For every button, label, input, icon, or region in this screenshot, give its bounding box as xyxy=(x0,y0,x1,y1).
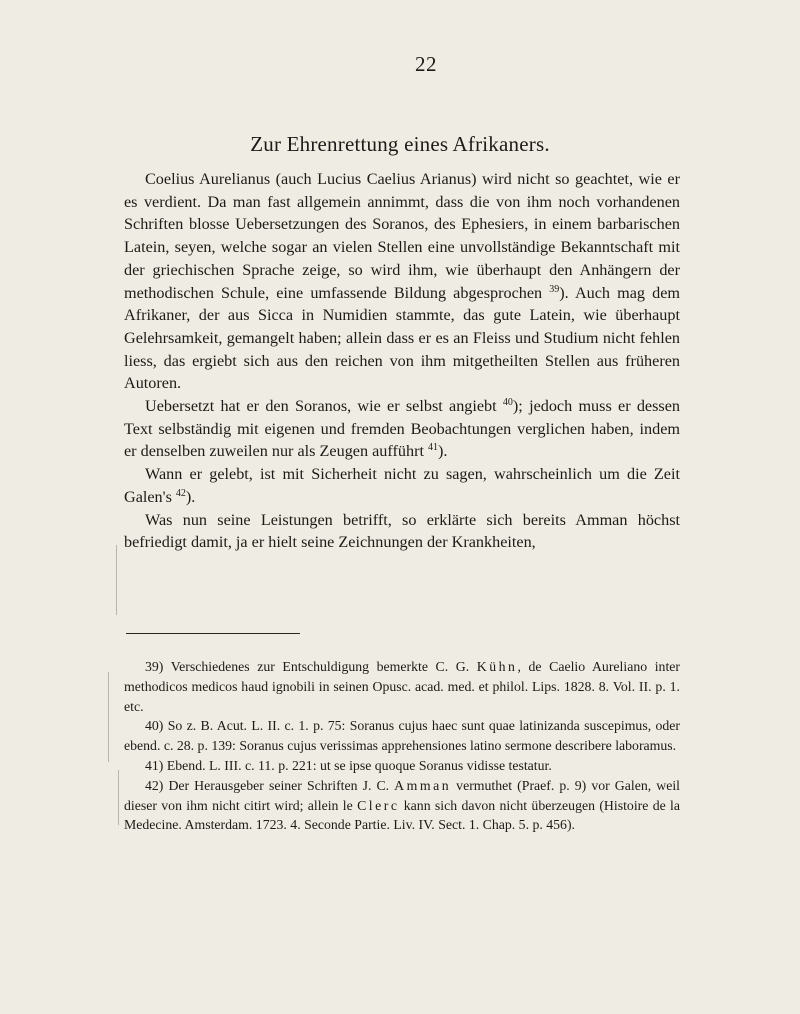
footnote-39-text: 39) Verschiedenes zur Entschuldigung bemerkte C. G. xyxy=(145,659,477,674)
paragraph-3-text: Wann er gelebt, ist mit Sicherheit nicht zu sagen, wahrscheinlich um die Zeit Galen's xyxy=(124,465,680,506)
paragraph-2-text-end: ). xyxy=(438,442,448,461)
footnote-42-author-clerc: Clerc xyxy=(357,797,400,813)
footnote-39-author: Kühn xyxy=(476,659,518,674)
margin-pencil-mark xyxy=(118,770,119,825)
paragraph-3 xyxy=(124,463,680,508)
paragraph-3-text-end: ). xyxy=(185,487,196,506)
paragraph-2 xyxy=(124,395,680,463)
page-title: Zur Ehrenrettung eines Afrikaners. xyxy=(250,132,550,156)
paragraph-1-text: Coelius Aurelianus (auch Lucius Caelius Arianus) wird nicht so geachtet, wie er es verdient. Da man fast allgemein annimmt, dass die von ihm noch vorhandenen Schriften blosse Uebersetzungen des Soranos, des Ephesiers, in einem barbarischen Latein, seyen, welche sogar an vielen Stellen eine unvollständige Bekanntschaft mit der griechischen Sprache zeige, so wird ihm, wie überhaupt den Anhängern der methodischen Schule, eine umfassende Bildung abgesprochen xyxy=(124,170,680,302)
footnote-42-author-amman: Amman xyxy=(394,777,452,793)
paragraph-1-text-cont: ). Auch mag dem Afrikaner, der aus Sicca in Numidien stammte, das gute Latein, wie überhaupt Gelehrsamkeit, gemangelt haben; allein dass er es an Fleiss und Studium nicht fehlen liess, das ergiebt sich aus den reichen von ihm mitgetheilten Stellen aus früheren Autoren. xyxy=(124,283,680,393)
footnote-42-text: 42) Der Herausgeber seiner Schriften J. C. xyxy=(145,777,395,793)
footnote-ref-41[interactable]: 41 xyxy=(428,442,438,454)
margin-pencil-mark xyxy=(108,672,109,762)
footnote-42-text-end: kann sich davon nicht überzeugen (Histoire de la Medecine. Amsterdam. 1723. 4. Seconde Partie. Liv. IV. Sect. 1. Chap. 5. p. 456). xyxy=(124,797,680,833)
paragraph-1 xyxy=(124,168,680,395)
footnote-ref-40[interactable]: 40 xyxy=(502,397,513,409)
footnote-41: 41) Ebend. L. III. c. 11. p. 221: ut se ipse quoque Soranus vidisse testatur. xyxy=(145,757,552,773)
footnote-divider xyxy=(126,633,300,634)
page-number: 22 xyxy=(415,52,437,76)
paragraph-4: Was nun seine Leistungen betrifft, so erklärte sich bereits Amman höchst befriedigt damit, ja er hielt seine Zeichnungen der Krankheiten, xyxy=(124,510,680,552)
paragraph-2-text: Uebersetzt hat er den Soranos, wie er selbst angiebt xyxy=(145,397,497,416)
footnote-ref-39[interactable]: 39 xyxy=(549,283,560,295)
footnote-42 xyxy=(124,776,680,835)
footnotes xyxy=(124,657,680,835)
margin-pencil-mark xyxy=(116,545,117,615)
main-text xyxy=(124,168,680,554)
footnote-39 xyxy=(124,657,680,716)
paragraph-2-text-cont: ); jedoch muss er dessen Text selbständig mit eigenen und fremden Beobachtungen verglichen haben, indem er denselben zuweilen nur als Zeugen aufführt xyxy=(124,397,680,461)
footnote-39-text-cont: , de Caelio Aureliano inter methodicos medicos haud ignobili in seinen Opusc. acad. med. et philol. Lips. 1828. 8. Vol. II. p. 1. etc. xyxy=(124,659,680,714)
footnote-ref-42[interactable]: 42 xyxy=(175,487,186,499)
footnote-40: 40) So z. B. Acut. L. II. c. 1. p. 75: Soranus cujus haec sunt quae latinizanda suscepimus, oder ebend. c. 28. p. 139: Soranus cujus verissimas apprehensiones latino sermone describere laboramus. xyxy=(124,718,680,754)
footnote-42-text-cont: vermuthet (Praef. p. 9) vor Galen, weil dieser von ihm nicht citirt wird; allein le xyxy=(124,777,680,813)
